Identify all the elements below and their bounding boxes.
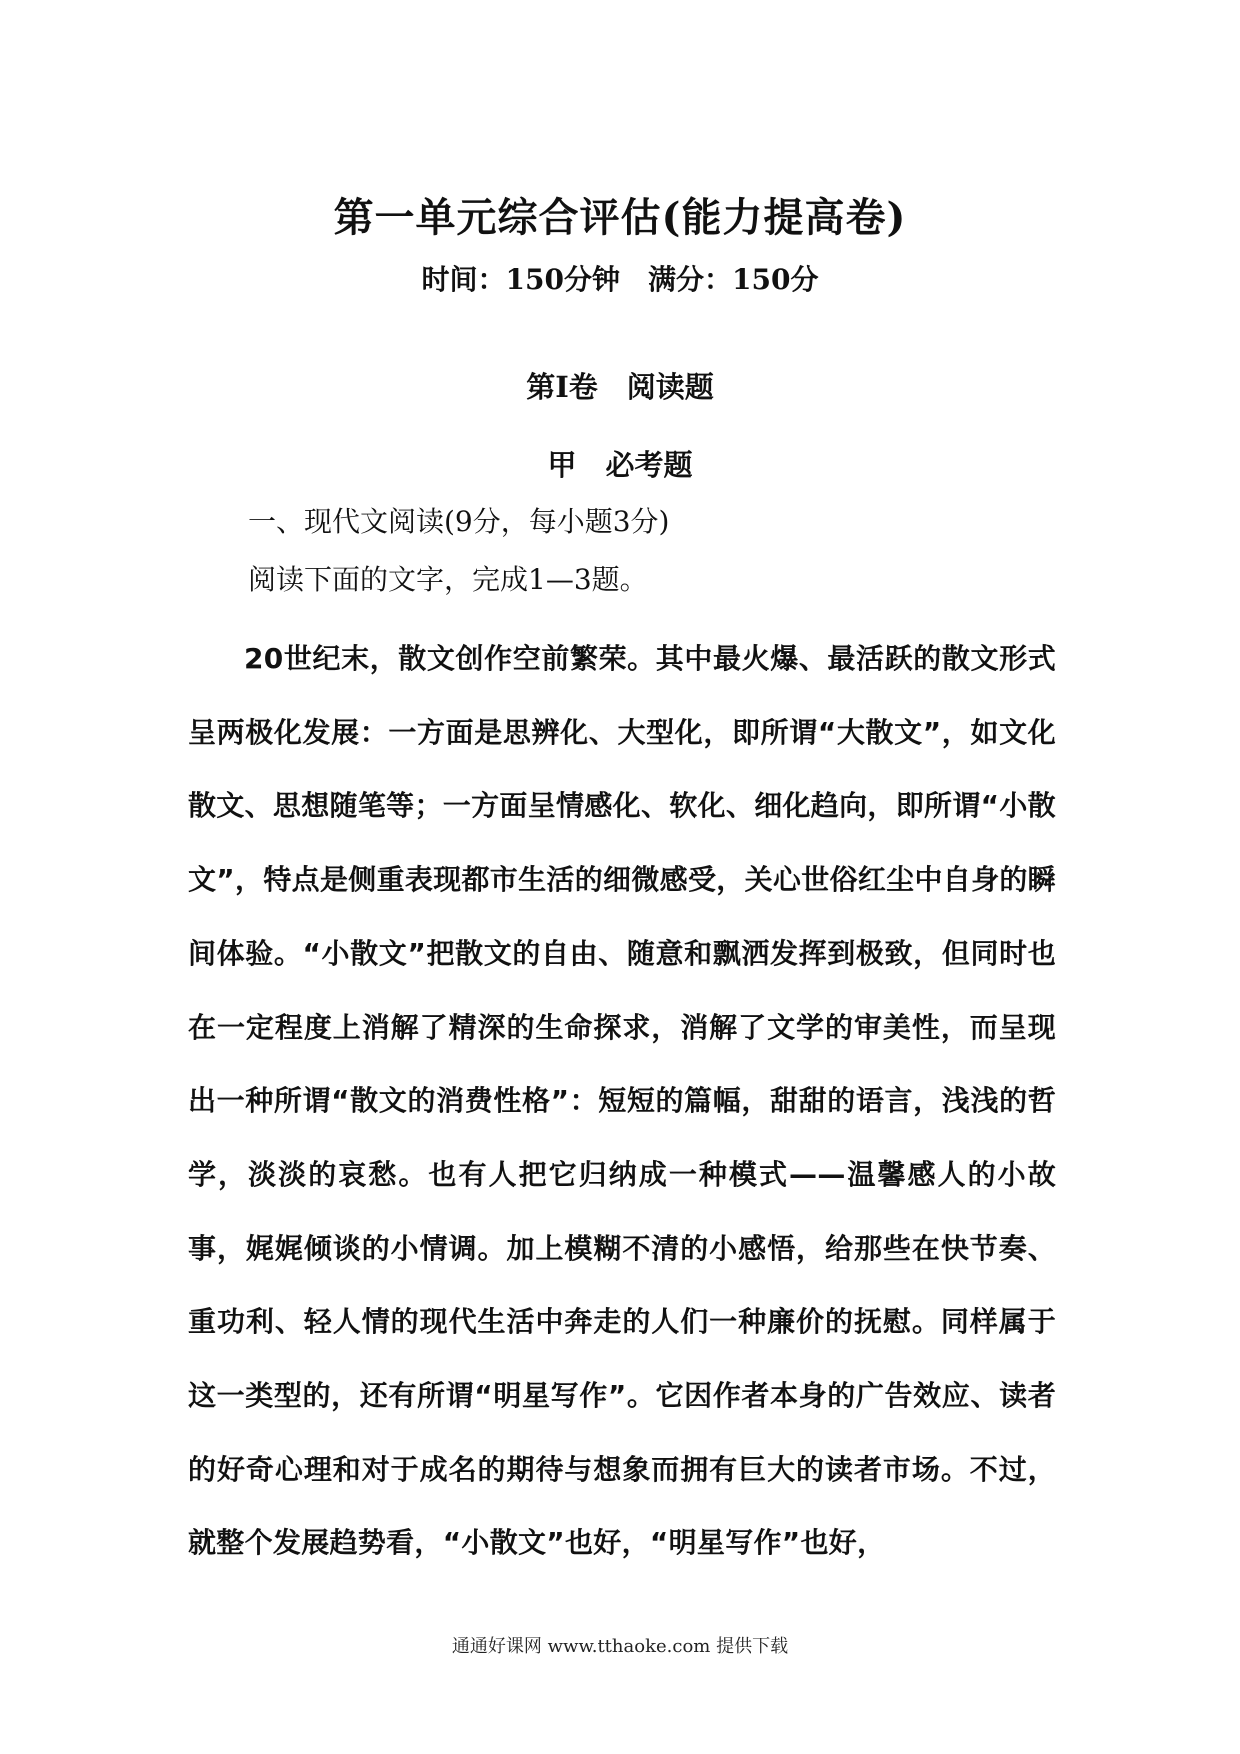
page-footer: 通通好课网 www.tthaoke.com 提供下载 bbox=[451, 1636, 789, 1657]
section-title: 甲 必考题 bbox=[547, 448, 693, 482]
reading-passage: 20世纪末，散文创作空前繁荣。其中最火爆、最活跃的散文形式呈两极化发展：一方面是思辨化、大型化，即所谓“大散文”，如文化散文、思想随笔等；一方面呈情感化、软化、细化趋向，即所谓“小散文”，特点是侧重表现都市生活的细微感受，关心世俗红尘中自身的瞬间体验。“小散文”把散文的自由、随意和飘洒发挥到极致，但同时也在一定程度上消解了精深的生命探求，消解了文学的审美性，而呈现出一种所谓“散文的消费性格”：短短的篇幅，甜甜的语言，浅浅的哲学，淡淡的哀愁。也有人把它归纳成一种模式——温馨感人的小故事，娓娓倾谈的小情调。加上模糊不清的小感悟，给那些在快节奏、重功利、轻人情的现代生活中奔走的人们一种廉价的抚慰。同样属于这一类型的，还有所谓“明星写作”。它因作者本身的广告效应、读者的好奇心理和对于成名的期待与想象而拥有巨大的读者市场。不过，就整个发展趋势看，“小散文”也好，“明星写作”也好， bbox=[188, 642, 1056, 1560]
part-title: 第Ⅰ卷 阅读题 bbox=[526, 370, 714, 404]
question-heading: 一、现代文阅读(9分，每小题3分) bbox=[248, 505, 670, 538]
question-instruction: 阅读下面的文字，完成1—3题。 bbox=[248, 563, 648, 596]
document-title: 第一单元综合评估(能力提高卷) bbox=[333, 194, 907, 241]
exam-time-score: 时间：150分钟 满分：150分 bbox=[421, 263, 819, 296]
